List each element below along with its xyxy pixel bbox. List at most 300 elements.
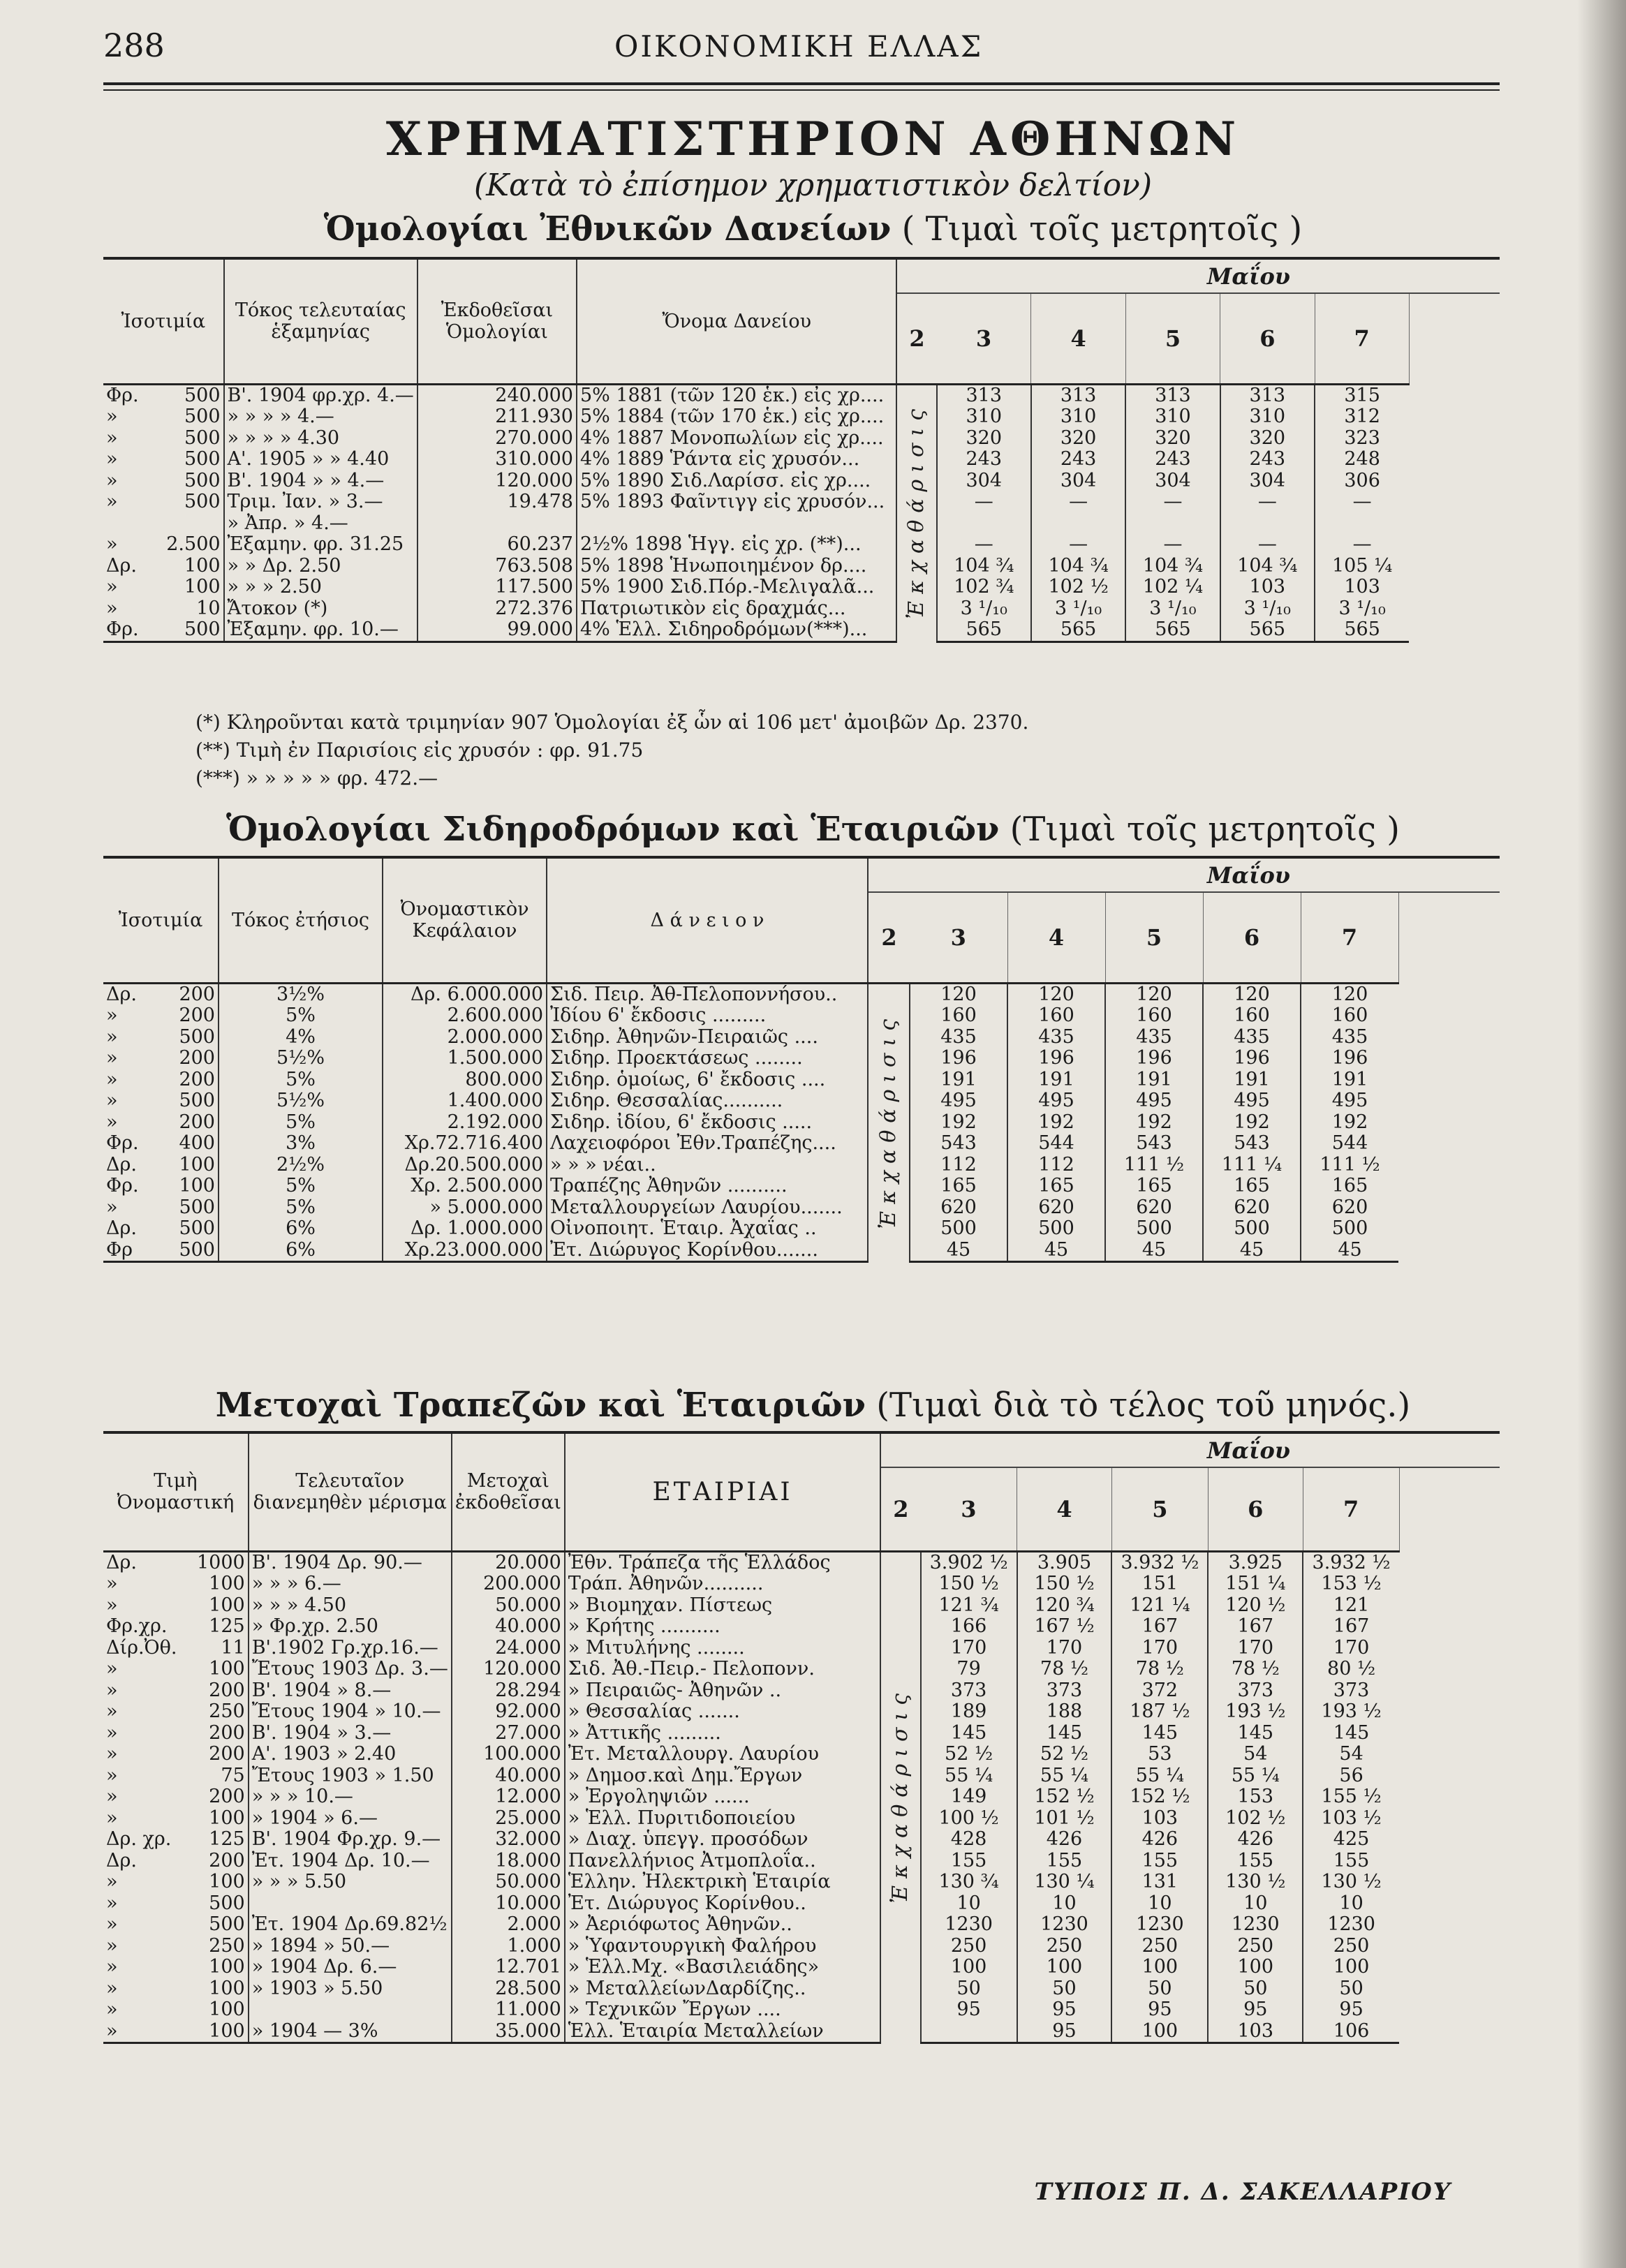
price-cell: 111 ½ [1105, 1155, 1203, 1176]
price-cell: 306 [1344, 469, 1380, 491]
dividend-cell: Ἔτους 1903 » 1.50 [249, 1765, 452, 1787]
price-cell: — [1031, 491, 1125, 513]
table-row [103, 1069, 1500, 1091]
loan-name-cell: 4% 1887 Μονοπωλίων εἰς χρ.... [577, 428, 897, 450]
par-value-cell: 2.500 [163, 534, 223, 556]
shares-issued-cell: 10.000 [452, 1893, 565, 1915]
capital-cell: 2.600.000 [383, 1005, 547, 1027]
section2-title-bold: Ὁμολογίαι Σιδηροδρόμων καὶ Ἑταιριῶν [226, 810, 1000, 849]
loan-name-cell: Τραπέζης Ἀθηνῶν .......... [547, 1176, 868, 1197]
interest-rate-cell: 4% [219, 1027, 383, 1048]
price-cell: 192 [1331, 1111, 1368, 1133]
table-row [103, 2021, 1500, 2043]
price-cell: — [1220, 491, 1315, 513]
price-cell: 78 ½ [1017, 1659, 1112, 1680]
price-cell: 145 [1017, 1723, 1112, 1744]
shares-issued-cell: 50.000 [452, 1872, 565, 1893]
price-cell: 100 [1111, 2021, 1208, 2043]
price-cell: 243 [1220, 449, 1315, 470]
table-row [103, 1744, 1500, 1765]
price-cell: 191 [1007, 1069, 1105, 1091]
loan-name-cell: 5% 1893 Φαῖντιγγ εἰς χρυσόν... [577, 491, 897, 513]
s2-header-name: Δ ά ν ε ι ο ν [547, 859, 868, 983]
currency-cell: » [106, 533, 118, 555]
table-row [103, 428, 1500, 450]
loan-name-cell: » Ἑλλ.Μχ. «Βασιλειάδης» [565, 1957, 881, 1978]
table-row [103, 1893, 1500, 1915]
price-cell [1125, 513, 1220, 535]
price-cell: — [937, 534, 1031, 556]
price-cell: — [1125, 534, 1220, 556]
price-cell: 3 ¹/₁₀ [1125, 598, 1220, 620]
table-row [103, 449, 1500, 470]
shares-issued-cell: 40.000 [452, 1616, 565, 1638]
t2-day-header: 3 [910, 892, 1007, 983]
price-cell: 45 [1007, 1240, 1105, 1262]
price-cell: 192 [1105, 1112, 1203, 1134]
price-cell: 160 [1203, 1005, 1301, 1027]
price-cell: 54 [1339, 1743, 1363, 1765]
price-cell: 3.932 ½ [1312, 1551, 1391, 1573]
price-cell: 495 [1331, 1090, 1368, 1111]
price-cell: 55 ¼ [1111, 1765, 1208, 1787]
price-cell: 112 [910, 1155, 1007, 1176]
t1-day-header: 6 [1220, 293, 1315, 384]
s1-header-coupon: Τόκος τελευταίας ἑξαμηνίας [224, 260, 417, 384]
table-row [103, 983, 1500, 1005]
price-cell: 250 [921, 1936, 1017, 1957]
par-value-cell: 250 [193, 1701, 249, 1723]
price-cell: 106 [1303, 2021, 1399, 2043]
par-value-cell: 200 [193, 1786, 249, 1808]
shares-issued-cell: 27.000 [452, 1723, 565, 1744]
price-cell: 111 ½ [1320, 1153, 1380, 1176]
price-cell: 152 ½ [1017, 1786, 1112, 1808]
price-cell: 250 [1111, 1936, 1208, 1957]
price-cell: 320 [937, 428, 1031, 450]
price-cell: 196 [910, 1048, 1007, 1069]
price-cell: 145 [921, 1723, 1017, 1744]
table-row [103, 534, 1500, 556]
capital-cell: Δρ.20.500.000 [383, 1155, 547, 1176]
price-cell: 188 [1017, 1701, 1112, 1723]
price-cell: 45 [910, 1240, 1007, 1262]
t3-day-header: 6 [1208, 1467, 1303, 1551]
interest-rate-cell: 5½% [219, 1090, 383, 1112]
currency-cell: » [106, 1594, 118, 1616]
shares-issued-cell: 32.000 [452, 1829, 565, 1851]
price-cell: 167 [1333, 1615, 1370, 1637]
section1-title [0, 209, 1626, 249]
price-cell: 53 [1111, 1744, 1208, 1765]
price-cell: 79 [921, 1659, 1017, 1680]
price-cell: 313 [937, 384, 1031, 406]
price-cell: 320 [1125, 428, 1220, 450]
par-value-cell: 125 [193, 1616, 249, 1638]
t1-day-header: 4 [1031, 293, 1125, 384]
price-cell: 155 [1333, 1849, 1370, 1872]
price-cell: 165 [1105, 1176, 1203, 1197]
price-cell: 78 ½ [1111, 1659, 1208, 1680]
price-cell: 100 [1111, 1957, 1208, 1978]
price-cell: 310 [937, 406, 1031, 428]
price-cell: 95 [1017, 1999, 1112, 2021]
price-cell: 155 [921, 1851, 1017, 1872]
section2-table [103, 859, 1500, 1263]
loan-name-cell: » Βιομηχαν. Πίστεως [565, 1595, 881, 1617]
price-cell: 3.902 ½ [921, 1551, 1017, 1573]
price-cell: 3 ¹/₁₀ [1220, 598, 1315, 620]
price-cell: 425 [1333, 1828, 1370, 1850]
price-cell: 50 [1017, 1978, 1112, 2000]
header-rule-thin [103, 89, 1500, 91]
par-value-cell: 125 [193, 1829, 249, 1851]
loan-name-cell: Σιδηρ. Προεκτάσεως ........ [547, 1048, 868, 1069]
price-cell: 323 [1344, 427, 1380, 449]
currency-cell: » [106, 448, 118, 470]
t1-day-header: 7 [1315, 293, 1409, 384]
dividend-cell: » 1904 — 3% [249, 2021, 452, 2043]
price-cell: 193 ½ [1321, 1700, 1382, 1722]
currency-cell: » [106, 1025, 118, 1048]
price-cell: 191 [1105, 1069, 1203, 1091]
s1-header-month: Μαΐου [896, 260, 1500, 293]
price-cell: 543 [1105, 1133, 1203, 1155]
par-value-cell: 500 [163, 470, 223, 492]
loan-name-cell: 4% Ἑλλ. Σιδηροδρόμων(***)... [577, 619, 897, 642]
price-cell: 435 [1331, 1025, 1368, 1048]
par-value-cell: 100 [193, 2021, 249, 2043]
price-cell: 191 [910, 1069, 1007, 1091]
dividend-cell: Β'. 1904 » 8.— [249, 1680, 452, 1702]
price-cell: 544 [1331, 1132, 1368, 1154]
header-rule [103, 82, 1500, 85]
footnote-line: (*) Κληροῦνται κατὰ τριμηνίαν 907 Ὁμολογίαι ἐξ ὧν αἱ 106 μετ' ἀμοιβῶν Δρ. 2370. [195, 711, 1029, 734]
table-row [103, 1005, 1500, 1027]
price-cell: 155 ½ [1321, 1786, 1382, 1807]
interest-rate-cell: 2½% [219, 1155, 383, 1176]
loan-name-cell: » Διαχ. ὑπεγγ. προσόδων [565, 1829, 881, 1851]
table-row [103, 598, 1500, 620]
price-cell: — [937, 491, 1031, 513]
price-cell: 372 [1111, 1680, 1208, 1702]
loan-name-cell: Σιδηρ. ἰδίου, 6' ἔκδοσις ..... [547, 1112, 868, 1134]
loan-name-cell: » Θεσσαλίας ....... [565, 1701, 881, 1723]
coupon-cell: Τριμ. Ἰαν. » 3.— [224, 491, 417, 513]
price-cell: 80 ½ [1327, 1658, 1376, 1680]
table-row [103, 1723, 1500, 1744]
loan-name-cell: Πατριωτικὸν εἰς δραχμάς... [577, 598, 897, 620]
loan-name-cell: 4% 1889 Ῥάντα εἰς χρυσόν... [577, 449, 897, 470]
price-cell: 313 [1125, 384, 1220, 406]
par-value-cell: 200 [166, 1048, 219, 1069]
section2-title [0, 810, 1626, 849]
table-row [103, 1701, 1500, 1723]
par-value-cell: 500 [163, 406, 223, 428]
price-cell: 120 [1331, 983, 1368, 1005]
price-cell: 1230 [1208, 1914, 1303, 1936]
issued-cell: 763.508 [417, 556, 577, 577]
price-cell: 56 [1339, 1764, 1363, 1786]
price-cell: 149 [921, 1786, 1017, 1808]
price-cell: 78 ½ [1208, 1659, 1303, 1680]
issued-cell: 240.000 [417, 384, 577, 406]
section3-title-rest: (Τιμαὶ διὰ τὸ τέλος τοῦ μηνός.) [876, 1386, 1411, 1425]
table-row [103, 1133, 1500, 1155]
price-cell: 248 [1344, 448, 1380, 470]
price-cell: 153 ½ [1321, 1573, 1382, 1594]
price-cell: 620 [1203, 1197, 1301, 1219]
table-row [103, 1936, 1500, 1957]
shares-issued-cell: 11.000 [452, 1999, 565, 2021]
par-value-cell: 200 [193, 1723, 249, 1744]
price-cell: 120 [910, 983, 1007, 1005]
t2-day-header: 5 [1105, 892, 1203, 983]
issued-cell: 120.000 [417, 470, 577, 492]
price-cell: 165 [1203, 1176, 1301, 1197]
par-value-cell [163, 513, 223, 535]
price-cell: 3.932 ½ [1111, 1551, 1208, 1573]
currency-cell: » [106, 406, 118, 427]
s3-header-dividend: Τελευταῖον διανεμηθὲν μέρισμα [249, 1434, 452, 1551]
table-row [103, 1914, 1500, 1936]
price-cell: 620 [1105, 1197, 1203, 1219]
price-cell: 167 ½ [1017, 1616, 1112, 1638]
price-cell: 170 [1208, 1638, 1303, 1659]
price-cell: 192 [1203, 1112, 1301, 1134]
loan-name-cell: Μεταλλουργείων Λαυρίου....... [547, 1197, 868, 1219]
currency-cell: Φρ. [106, 1132, 139, 1154]
table-row [103, 1197, 1500, 1219]
running-title: ΟΙΚΟΝΟΜΙΚΗ ΕΛΛΑΣ [614, 29, 984, 64]
currency-cell: » [106, 1977, 118, 1999]
price-cell: 95 [1208, 1999, 1303, 2021]
price-cell [1031, 513, 1125, 535]
par-value-cell: 100 [193, 1808, 249, 1830]
currency-cell: Φρ.χρ. [106, 1615, 168, 1637]
price-cell: 104 ¾ [937, 556, 1031, 577]
loan-name-cell: » Ἑλλ. Πυριτιδοποιείου [565, 1808, 881, 1830]
price-cell: 145 [1208, 1723, 1303, 1744]
price-cell: 166 [921, 1616, 1017, 1638]
price-cell: 101 ½ [1017, 1808, 1112, 1830]
price-cell: 1230 [921, 1914, 1017, 1936]
coupon-cell: » » » » 4.30 [224, 428, 417, 450]
table-row [103, 1176, 1500, 1197]
price-cell: 304 [1031, 470, 1125, 492]
table-row [103, 1240, 1500, 1262]
dividend-cell: » Φρ.χρ. 2.50 [249, 1616, 452, 1638]
par-value-cell: 500 [163, 428, 223, 450]
subtitle: (Κατὰ τὸ ἐπίσημον χρηματιστικὸν δελτίον) [473, 168, 1153, 203]
price-cell: 160 [1007, 1005, 1105, 1027]
par-value-cell: 200 [193, 1851, 249, 1872]
currency-cell: » [106, 1743, 118, 1765]
price-cell: 100 [921, 1957, 1017, 1978]
price-cell: 170 [921, 1638, 1017, 1659]
price-cell: 1230 [1111, 1914, 1208, 1936]
dividend-cell: Ἔτους 1904 » 10.— [249, 1701, 452, 1723]
table-row [103, 1573, 1500, 1595]
price-cell: 50 [921, 1978, 1017, 2000]
price-cell: 500 [1331, 1217, 1368, 1239]
price-cell: 243 [937, 449, 1031, 470]
issued-cell: 60.237 [417, 534, 577, 556]
price-cell: — [1220, 534, 1315, 556]
loan-name-cell: Ἐθν. Τράπεζα τῆς Ἑλλάδος [565, 1551, 881, 1573]
price-cell: 243 [1125, 449, 1220, 470]
currency-cell: » [106, 1913, 118, 1935]
main-title: ΧΡΗΜΑΤΙΣΤΗΡΙΟΝ ΑΘΗΝΩΝ [385, 112, 1241, 166]
interest-rate-cell: 3½% [219, 983, 383, 1005]
table-row [103, 1027, 1500, 1048]
interest-rate-cell: 5½% [219, 1048, 383, 1069]
price-cell: 165 [910, 1176, 1007, 1197]
price-cell: 52 ½ [1017, 1744, 1112, 1765]
price-cell: 3.925 [1208, 1551, 1303, 1573]
loan-name-cell: » Πειραιῶς- Ἀθηνῶν .. [565, 1680, 881, 1702]
price-cell: 543 [1203, 1133, 1301, 1155]
currency-cell: » [106, 1999, 118, 2020]
price-cell: 45 [1203, 1240, 1301, 1262]
price-cell: 250 [1017, 1936, 1112, 1957]
par-value-cell: 100 [163, 556, 223, 577]
price-cell: 45 [1301, 1240, 1398, 1262]
loan-name-cell: » » » νέαι.. [547, 1155, 868, 1176]
price-cell: 165 [1331, 1175, 1368, 1196]
price-cell: 565 [1031, 619, 1125, 642]
price-cell [937, 513, 1031, 535]
section1-footnotes [195, 709, 1028, 792]
shares-issued-cell: 24.000 [452, 1638, 565, 1659]
coupon-cell: » » » 2.50 [224, 577, 417, 598]
dividend-cell: Β'.1902 Γρ.χρ.16.— [249, 1638, 452, 1659]
par-value-cell: 75 [193, 1765, 249, 1787]
price-cell: 495 [1203, 1090, 1301, 1112]
price-cell: 426 [1017, 1829, 1112, 1851]
s2-header-capital: Ὀνομαστικὸν Κεφάλαιον [383, 859, 547, 983]
shares-issued-cell: 40.000 [452, 1765, 565, 1787]
price-cell: 121 ¾ [921, 1595, 1017, 1617]
price-cell: 95 [1339, 1999, 1363, 2020]
table-row [103, 1551, 1500, 1573]
section3-title-bold: Μετοχαὶ Τραπεζῶν καὶ Ἑταιριῶν [215, 1386, 866, 1425]
price-cell: 130 ¾ [921, 1872, 1017, 1893]
par-value-cell: 500 [166, 1197, 219, 1219]
loan-name-cell: » Μιτυλήνης ........ [565, 1638, 881, 1659]
par-value-cell: 500 [163, 384, 223, 406]
price-cell: 151 ¼ [1208, 1573, 1303, 1595]
price-cell: 155 [1017, 1851, 1112, 1872]
price-cell: 1230 [1327, 1913, 1375, 1935]
loan-name-cell: Ἐτ. Μεταλλουργ. Λαυρίου [565, 1744, 881, 1765]
loan-name-cell: » Ἀεριόφωτος Ἀθηνῶν.. [565, 1914, 881, 1936]
price-cell: 320 [1220, 428, 1315, 450]
currency-cell: Δρ. [106, 1153, 137, 1176]
price-cell: 10 [1339, 1892, 1363, 1914]
price-cell: 313 [1220, 384, 1315, 406]
dividend-cell: Β'. 1904 Φρ.χρ. 9.— [249, 1829, 452, 1851]
par-value-cell: 500 [163, 619, 223, 642]
coupon-cell: Β'. 1904 φρ.χρ. 4.— [224, 384, 417, 406]
price-cell: 100 [1333, 1956, 1370, 1978]
price-cell: 104 ¾ [1220, 556, 1315, 577]
par-value-cell: 200 [166, 983, 219, 1005]
price-cell: 565 [1125, 619, 1220, 642]
clearing-vertical-label [868, 983, 910, 1262]
s3-header-month: Μαΐου [880, 1434, 1500, 1467]
par-value-cell: 100 [193, 1957, 249, 1978]
t3-day-header: 4 [1017, 1467, 1112, 1551]
price-cell: 426 [1111, 1829, 1208, 1851]
price-cell: 196 [1105, 1048, 1203, 1069]
price-cell: 192 [1007, 1112, 1105, 1134]
par-value-cell: 200 [193, 1680, 249, 1702]
price-cell: 620 [1331, 1196, 1368, 1218]
price-cell: 304 [1125, 470, 1220, 492]
t1-day-header: 3 [937, 293, 1031, 384]
loan-name-cell: » ΜεταλλείωνΔαρδίζης.. [565, 1978, 881, 2000]
price-cell [1220, 513, 1315, 535]
price-cell: 187 ½ [1111, 1701, 1208, 1723]
capital-cell: » 5.000.000 [383, 1197, 547, 1219]
table-row [103, 491, 1500, 513]
price-cell: — [1031, 534, 1125, 556]
price-cell: 1230 [1017, 1914, 1112, 1936]
loan-name-cell: » Ἐργοληψιῶν ...... [565, 1786, 881, 1808]
loan-name-cell: Οἰνοποιητ. Ἑταιρ. Ἀχαΐας .. [547, 1218, 868, 1240]
t3-day-header: 2 [880, 1467, 920, 1551]
price-cell: 10 [1017, 1893, 1112, 1915]
loan-name-cell: Ἑλλ. Ἑταιρία Μεταλλείων [565, 2021, 881, 2043]
dividend-cell: Ἐτ. 1904 Δρ.69.82½ [249, 1914, 452, 1936]
shares-issued-cell: 35.000 [452, 2021, 565, 2043]
price-cell: 167 [1208, 1616, 1303, 1638]
price-cell: 131 [1111, 1872, 1208, 1893]
dividend-cell [249, 1999, 452, 2021]
t1-day-header: 5 [1125, 293, 1220, 384]
price-cell: 120 [1105, 983, 1203, 1005]
interest-rate-cell: 5% [219, 1069, 383, 1091]
price-cell: 170 [1017, 1638, 1112, 1659]
loan-name-cell: » Τεχνικῶν Ἔργων .... [565, 1999, 881, 2021]
currency-cell: Φρ. [103, 619, 163, 642]
price-cell: 111 ¼ [1203, 1155, 1301, 1176]
price-cell: 102 ½ [1031, 577, 1125, 598]
footnote-line: (**) Τιμὴ ἐν Παρισίοις εἰς χρυσόν : φρ. 91.75 [195, 739, 644, 762]
capital-cell: 1.500.000 [383, 1048, 547, 1069]
shares-issued-cell: 1.000 [452, 1936, 565, 1957]
loan-name-cell: Ἰδίου 6' ἔκδοσις ......... [547, 1005, 868, 1027]
price-cell: — [1125, 491, 1220, 513]
capital-cell: 2.192.000 [383, 1112, 547, 1134]
table-row [103, 1957, 1500, 1978]
price-cell: 565 [1315, 619, 1409, 642]
issued-cell: 117.500 [417, 577, 577, 598]
price-cell [1315, 513, 1409, 535]
price-cell: 150 ½ [1017, 1573, 1112, 1595]
price-cell: 435 [1203, 1027, 1301, 1048]
price-cell [921, 2021, 1017, 2043]
par-value-cell: 100 [193, 1872, 249, 1893]
price-cell: 95 [1017, 2021, 1112, 2043]
price-cell: 10 [1208, 1893, 1303, 1915]
par-value-cell: 100 [166, 1155, 219, 1176]
issued-cell: 310.000 [417, 449, 577, 470]
price-cell: 103 [1220, 577, 1315, 598]
price-cell: 320 [1031, 428, 1125, 450]
table-row [103, 1765, 1500, 1787]
